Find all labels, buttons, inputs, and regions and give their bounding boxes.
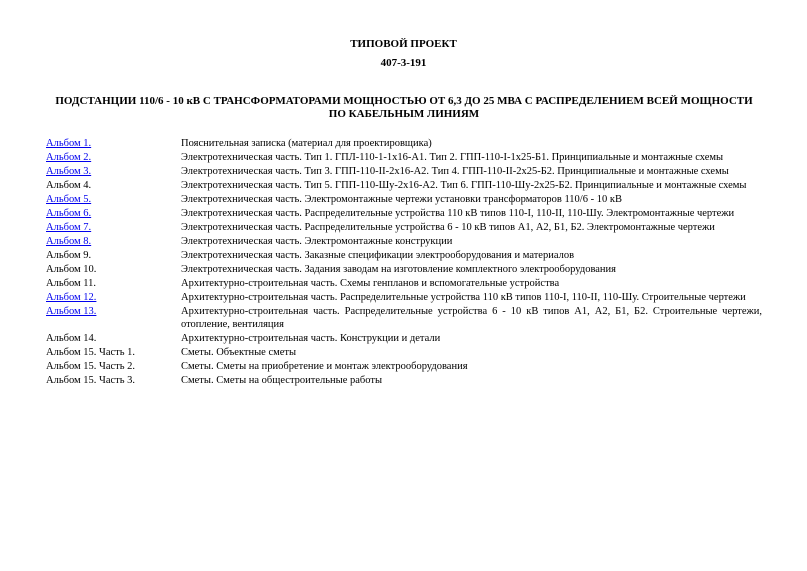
album-11-label: Альбом 11. bbox=[46, 278, 97, 289]
album-row bbox=[46, 291, 762, 304]
album-row bbox=[46, 374, 762, 387]
album-list bbox=[46, 137, 762, 388]
album-row bbox=[46, 277, 762, 290]
album-row bbox=[46, 360, 762, 373]
album-9-label: Альбом 9. bbox=[46, 250, 92, 261]
album-row bbox=[46, 263, 762, 276]
album-row bbox=[46, 305, 762, 332]
album-row bbox=[46, 165, 762, 178]
album-15-3-description: Сметы. Сметы на общестроительные работы bbox=[181, 375, 383, 387]
album-row bbox=[46, 249, 762, 262]
album-7-description: Электротехническая часть. Распределительные устройства 6 - 10 кВ типов А1, А2, Б1, Б2. Электромонтажные чертежи bbox=[181, 222, 715, 233]
album-6-link[interactable]: Альбом 6. bbox=[46, 208, 92, 219]
project-subject: ПОДСТАНЦИИ 110/6 - 10 кВ С ТРАНСФОРМАТОРАМИ МОЩНОСТЬЮ ОТ 6,3 ДО 25 МВА С РАСПРЕДЕЛЕНИЕМ ВСЕЙ МОЩНОСТИ ПО КАБЕЛЬНЫМ ЛИНИЯМ bbox=[55, 95, 753, 120]
album-row bbox=[46, 207, 762, 220]
album-14-description: Архитектурно-строительная часть. Конструкции и детали bbox=[181, 333, 441, 345]
album-4-description: Электротехническая часть. Тип 5. ГПП-110-Шу-2х16-А2. Тип 6. ГПП-110-Шу-2х25-Б2. Принципиальные и монтажные схемы bbox=[181, 180, 747, 191]
album-2-description: Электротехническая часть. Тип 1. ГПЛ-110-1-1х16-А1. Тип 2. ГПП-110-I-1х25-Б1. Принципиальные и монтажные схемы bbox=[181, 152, 724, 163]
album-10-label: Альбом 10. bbox=[46, 264, 97, 275]
album-13-link[interactable]: Альбом 13. bbox=[46, 306, 97, 317]
album-2-link[interactable]: Альбом 2. bbox=[46, 152, 92, 163]
album-3-link[interactable]: Альбом 3. bbox=[46, 166, 92, 177]
album-5-description: Электротехническая часть. Электромонтажные чертежи установки трансформаторов 110/6 - 10 кВ bbox=[181, 194, 622, 205]
album-15-2-description: Сметы. Сметы на приобретение и монтаж электрооборудования bbox=[181, 361, 468, 373]
document-title: ТИПОВОЙ ПРОЕКТ bbox=[350, 38, 457, 50]
album-8-description: Электротехническая часть. Электромонтажные конструкции bbox=[181, 236, 453, 247]
album-4-label: Альбом 4. bbox=[46, 180, 92, 191]
album-row bbox=[46, 179, 762, 192]
album-7-link[interactable]: Альбом 7. bbox=[46, 222, 92, 233]
album-10-description: Электротехническая часть. Задания заводам на изготовление комплектного электрооборудования bbox=[181, 264, 616, 275]
album-row bbox=[46, 221, 762, 234]
album-13-description: Архитектурно-строительная часть. Распределительные устройства 6 - 10 кВ типов А1, А2, Б1, Б2. Строительные чертежи, отопление, вентиляция bbox=[181, 306, 762, 331]
album-12-link[interactable]: Альбом 12. bbox=[46, 292, 97, 303]
album-row bbox=[46, 137, 762, 150]
album-6-description: Электротехническая часть. Распределительные устройства 110 кВ типов 110-I, 110-II, 110-Шу. Электромонтажные чертежи bbox=[181, 208, 735, 219]
album-8-link[interactable]: Альбом 8. bbox=[46, 236, 92, 247]
album-15-2-label: Альбом 15. Часть 2. bbox=[46, 361, 136, 373]
album-row bbox=[46, 151, 762, 164]
album-14-label: Альбом 14. bbox=[46, 333, 97, 345]
album-1-description: Пояснительная записка (материал для проектировщика) bbox=[181, 138, 432, 149]
project-number: 407-3-191 bbox=[380, 57, 427, 69]
album-9-description: Электротехническая часть. Заказные спецификации электрооборудования и материалов bbox=[181, 250, 575, 261]
album-1-link[interactable]: Альбом 1. bbox=[46, 138, 92, 149]
album-3-description: Электротехническая часть. Тип 3. ГПП-110-II-2х16-А2. Тип 4. ГПП-110-II-2х25-Б2. Принципиальные и монтажные схемы bbox=[181, 166, 729, 177]
album-15-3-label: Альбом 15. Часть 3. bbox=[46, 375, 136, 387]
album-12-description: Архитектурно-строительная часть. Распределительные устройства 110 кВ типов 110-I, 110-II, 110-Шу. Строительные чертежи bbox=[181, 292, 746, 303]
album-5-link[interactable]: Альбом 5. bbox=[46, 194, 92, 205]
album-row bbox=[46, 332, 762, 345]
album-15-1-label: Альбом 15. Часть 1. bbox=[46, 347, 136, 359]
album-row bbox=[46, 346, 762, 359]
album-11-description: Архитектурно-строительная часть. Схемы генпланов и вспомогательные устройства bbox=[181, 278, 560, 289]
album-row bbox=[46, 193, 762, 206]
album-row bbox=[46, 235, 762, 248]
album-15-1-description: Сметы. Объектные сметы bbox=[181, 347, 297, 359]
